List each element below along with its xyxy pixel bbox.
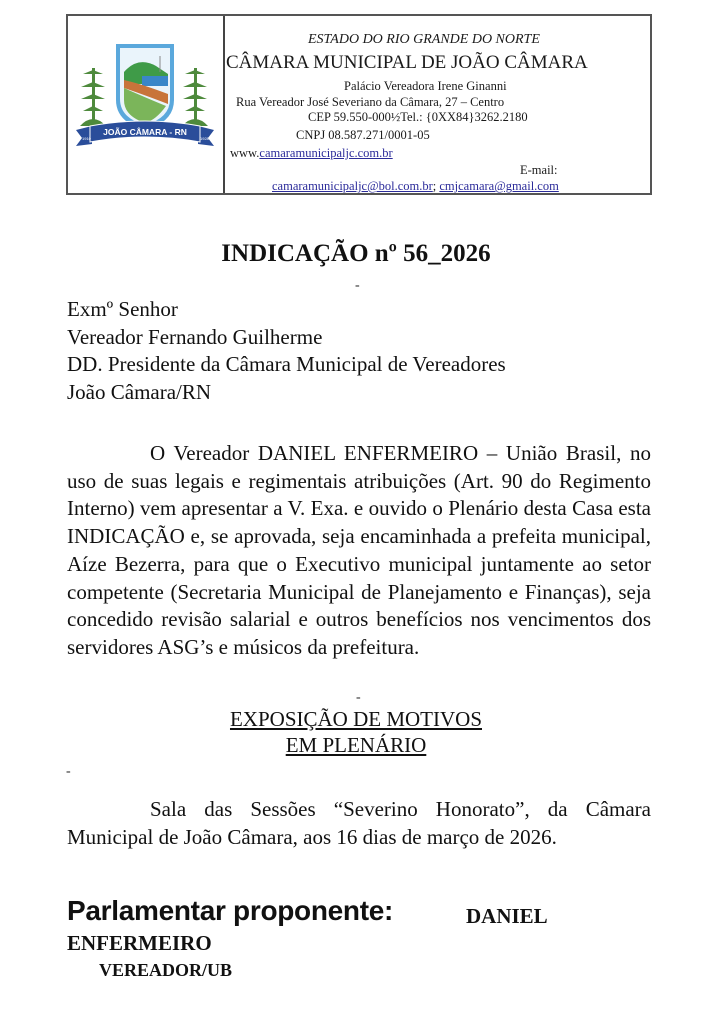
- section-heading-line1: EXPOSIÇÃO DE MOTIVOS: [229, 707, 482, 731]
- addressee-name: Vereador Fernando Guilherme: [67, 324, 323, 349]
- cnpj: CNPJ 08.587.271/0001-05: [296, 128, 430, 142]
- document-title: INDICAÇÃO nº 56_2026: [221, 240, 491, 267]
- addressee-block: [67, 296, 506, 406]
- signer-name-first: DANIEL: [466, 904, 548, 928]
- letterhead-divider: [223, 16, 225, 193]
- separator-dash: -: [355, 278, 360, 293]
- addressee-title: DD. Presidente da Câmara Municipal de Vereadores: [67, 352, 506, 376]
- email-line: [272, 179, 559, 194]
- letterhead: [66, 14, 652, 195]
- svg-text:1928: 1928: [200, 136, 209, 141]
- cep-phone: CEP 59.550-000½Tel.: {0XX84}3262.2180: [308, 110, 528, 124]
- svg-text:1910: 1910: [82, 136, 91, 141]
- section-heading: [0, 706, 712, 758]
- palace-name: Palácio Vereadora Irene Ginanni: [344, 79, 507, 93]
- street-address: Rua Vereador José Severiano da Câmara, 27 – Centro: [236, 95, 505, 109]
- municipal-coat-of-arms-icon: [72, 34, 218, 152]
- www-prefix: www.: [230, 146, 260, 160]
- email-link-bol[interactable]: camaramunicipaljc@bol.com.br: [272, 179, 433, 193]
- svg-text:JOÃO CÂMARA - RN: JOÃO CÂMARA - RN: [103, 127, 187, 137]
- addressee-city: João Câmara/RN: [67, 379, 212, 404]
- email-link-gmail[interactable]: cmjcamara@gmail.com: [439, 179, 559, 193]
- website-line: [230, 146, 393, 161]
- state-name: ESTADO DO RIO GRANDE DO NORTE: [308, 32, 540, 47]
- signature-label: Parlamentar proponente:: [67, 895, 394, 926]
- separator-dash: -: [356, 690, 361, 705]
- section-heading-line2: EM PLENÁRIO: [285, 733, 427, 757]
- addressee-salutation: Exmº Senhor: [67, 297, 178, 321]
- email-separator: ;: [432, 179, 440, 193]
- indication-body: O Vereador DANIEL ENFERMEIRO – União Brasil, no uso de suas legais e regimentais atribuições (Art. 90 do Regimento Interno) vem apresentar a V. Exa. e ouvido o Plenário desta Casa esta INDICAÇÃO e, se aprovada, seja encaminhada a prefeita municipal, Aíze Bezerra, para que o Executivo municipal juntamente ao setor competente (Secretaria Municipal de Planejamento e Finanças), seja concedido revisão salarial e outros benefícios nos vencimentos dos servidores ASG’s e músicos da prefeitura.: [67, 441, 651, 659]
- separator-dash: -: [66, 764, 71, 779]
- signer-role: VEREADOR/UB: [99, 960, 233, 980]
- closing-statement: Sala das Sessões “Severino Honorato”, da Câmara Municipal de João Câmara, aos 16 dias de março de 2026.: [67, 797, 651, 849]
- institution-name: CÂMARA MUNICIPAL DE JOÃO CÂMARA: [226, 52, 588, 73]
- website-link[interactable]: camaramunicipaljc.com.br: [259, 146, 393, 160]
- signer-name-last: ENFERMEIRO: [67, 931, 212, 955]
- email-label: E-mail:: [520, 163, 558, 177]
